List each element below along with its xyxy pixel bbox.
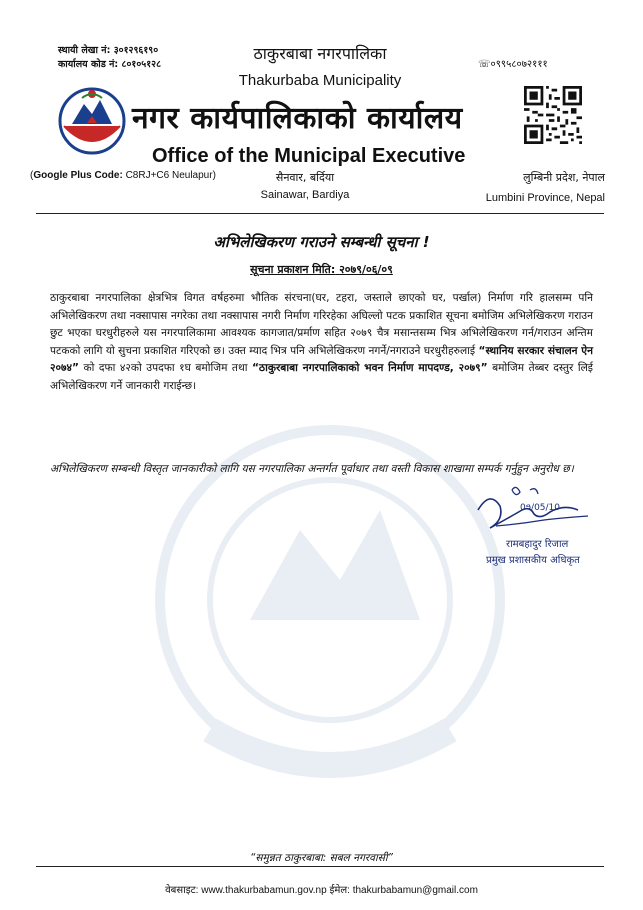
footer-divider [36,866,604,867]
act-name: “स्थानिय सरकार संचालन ऐन २०७४” [50,344,593,375]
google-plus-code: (Google Plus Code: C8RJ+C6 Neulapur) [30,170,216,181]
signature-date-note: 0ዓ/05/10 [520,503,561,513]
pan-number: स्थायी लेखा नं: ३०१२९६१९० [58,45,159,56]
province-nepali: लुम्बिनी प्रदेश, नेपाल [523,171,605,184]
footer-slogan: “समुन्नत ठाकुरबाबा: सबल नगरवासी” [100,851,543,865]
address-nepali: सैनवार, बर्दिया [275,171,335,184]
closing-paragraph: अभिलेखिकरण सम्बन्धी विस्तृत जानकारीको लागि यस नगरपालिका अन्तर्गत पूर्वाधार तथा वस्ती विकास शाखामा सम्पर्क गर्नुहुन अनुरोध छ। [50,463,574,475]
office-title-english: Office of the Municipal Executive [152,145,466,167]
reference-numbers [58,44,161,72]
notice-title: अभिलेखिकरण गराउने सम्बन्धी सूचना ! [213,233,430,251]
publication-date: सूचना प्रकाशन मिति: २०७९/०६/०९ [250,263,393,276]
qr-code[interactable] [524,86,582,144]
header-divider [36,213,604,214]
standard-name: “ठाकुरबाबा नगरपालिकाको भवन निर्माण मापदण्ड, २०७९” [251,362,488,375]
province-english: Lumbini Province, Nepal [485,192,605,204]
signatory-title: प्रमुख प्रशासकीय अधिकृत [486,555,580,566]
website-link[interactable]: www.thakurbabamun.gov.np [201,885,327,896]
municipality-name-nepali: ठाकुरबाबा नगरपालिका [253,44,387,63]
phone-icon: ☏ [478,59,491,70]
nepal-emblem-icon [56,86,128,156]
signatory-name: रामबहादुर रिजाल [506,539,569,550]
address-english: Sainawar, Bardiya [260,189,350,201]
footer-contact: वेबसाइट: www.thakurbabamun.gov.np ईमेल: thakurbabamun@gmail.com [165,885,478,896]
office-code: कार्यालय कोड नं: ८०१०५१२८ [58,59,162,70]
phone-number: ☏०९९५८०७२१११ [478,59,548,70]
municipality-name-english: Thakurbaba Municipality [238,72,402,89]
notice-body: ठाकुरबाबा नगरपालिका क्षेत्रभित्र विगत वर्षहरुमा भौतिक संरचना(घर, टहरा, जस्ताले छाएको घर, पर्खाल) निर्माण गरि हालसम्म पनि अभिलेखिकरण तथा नक्सापास नगरेका तथा नक्सापास नगरी निर्माण गरिरहेका अघिल्लो पटक प्रकाशित सूचना बमोजिम अभिलेखिकरण गराउन छुट भएका घरधुरीहरुले यस नगरपालिकामा आवश्यक कागजात/प्रर्माण सहित २०७९ चैत्र मसान्तसम्म भित्र अभिलेखिकरण गर्न/गराउन अन्तिम पटकको लागि यो सुचना प्रकाशित गरिएको छ। उक्त म्याद भित्र पनि अभिलेखिकरण नगर्ने/नगराउने घरधुरीहरुलाई “स्थानिय सरकार संचालन ऐन २०७४” को दफा ४२को उपदफा १घ बमोजिम तथा “ठाकुरबाबा नगरपालिकाको भवन निर्माण मापदण्ड, २०७९” बमोजिम तेब्बर दस्तुर लिई अभिलेखिकरण गर्ने जानकारी गराईन्छ। [50,292,593,392]
office-title-nepali: नगर कार्यपालिकाको कार्यालय [132,101,463,136]
email-link[interactable]: thakurbabamun@gmail.com [352,885,478,896]
